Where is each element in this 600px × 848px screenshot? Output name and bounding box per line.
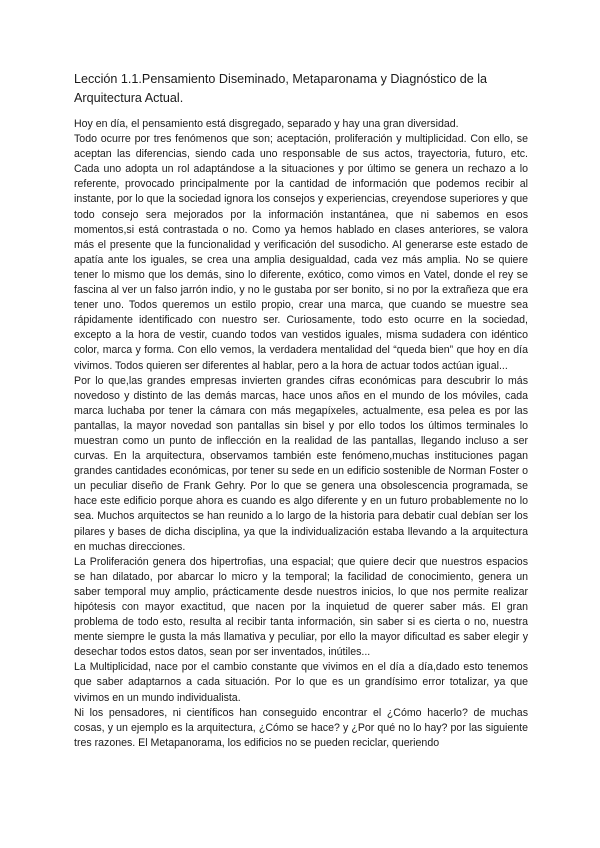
paragraph-multiplicity: La Multiplicidad, nace por el cambio constante que vivimos en el día a día,dado esto tenemos que saber adaptarnos a cada situación. Por lo que es un grandísimo error totalizar, ya que vivimos en un mundo individualista. [74,661,528,704]
paragraph-proliferation: La Proliferación genera dos hipertrofias, una espacial; que quiere decir que nuestros espacios se han dilatado, por abarcar lo micro y la temporal; la facilidad de conocimiento, genera un saber temporal muy amplio, prácticamente desde nuestros inicios, lo que nos permite realizar hipótesis con mayor exactitud, que nacen por la inquietud de querer saber más. El gran problema de todo esto, resulta al recibir tanta información, sin saber si es cierta o no, nuestra mente siempre le gusta la más llamativa y peculiar, por ello la mayor dificultad es saber elegir y desechar todos estos datos, sean por ser inventados, inútiles... [74,555,528,659]
paragraph-intro: Hoy en día, el pensamiento está disgregado, separado y hay una gran diversidad. [74,118,459,130]
paragraph-companies: Por lo que,las grandes empresas invierten grandes cifras económicas para descubrir lo más novedoso y distinto de las demás marcas, hace unos años en el mundo de los móviles, cada marca luchaba por tener la cámara con más megapíxeles, actualmente, esa pelea es por las pantallas, la mayor novedad son pantallas sin bisel y por ello todos los últimos terminales lo muestran como un punto de inflección en la realidad de las pantallas, llegando incluso a ser curvas. En la arquitectura, observamos también este fenómeno,muchas instituciones pagan grandes cantidades económicas, por tener su sede en un edificio sostenible de Norman Foster o un peculiar diseño de Frank Gehry. Por lo que se genera una obsolescencia programada, se hace este edificio porque ahora es cuando es algo diferente y en un futuro probablemente no lo sea. Muchos arquitectos se han reunido a lo largo de la historia para debatir cual debían ser los pilares y bases de dicha disciplina, ya que la individualización estaba llevando a la arquitectura en muchas direcciones. [74,374,528,553]
page-title: Lección 1.1.Pensamiento Diseminado, Metaparonama y Diagnóstico de la Arquitectura Actual. [74,72,488,105]
paragraph-phenomena: Todo ocurre por tres fenómenos que son; aceptación, proliferación y multiplicidad. Con ello, se aceptan las diferencias, siendo cada uno responsable de sus actos, trayectoria, futuro, etc. Cada uno adopta un rol adaptándose a la situaciones y por último se genera un rechazo a lo referente, provocado principalmente por la cantidad de información que podemos recibir al instante, por lo que la sociedad ignora los consejos y experiencias, creyendose superiores y que todo consejo sera mejorados por la información instantánea, que ni sabemos en esos momentos,si está contrastada o no. Como ya hemos hablado en clases anteriores, se valora más el presente que la funcionalidad y verificación del susodicho. Al generarse este estado de apatía ante los iguales, se crea una amplia desigualdad, cada vez más amplia. No se quiere tener lo mismo que los demás, sino lo diferente, exótico, como vimos en Vatel, donde el rey se fascina al ver un falso jarrón indio, y no le gustaba por ser bonito, si no por la extrañeza que era tener uno. Todos queremos un estilo propio, crear una marca, que cuando se muestre sea rápidamente identificado con nuestro ser. Curiosamente, todo esto ocurre en la sociedad, excepto a la hora de vestir, cuando todos van vestidos iguales, misma sudadera con idéntico color, marca y forma. Con ello vemos, la verdadera mentalidad del “queda bien” que hoy en día vivimos. Todos quieren ser diferentes al hablar, pero a la hora de actuar todos actúan igual... [74,133,528,372]
paragraph-metapanorama: Ni los pensadores, ni científicos han conseguido encontrar el ¿Cómo hacerlo? de muchas cosas, y un ejemplo es la arquitectura, ¿Cómo se hace? y ¿Por qué no lo hay? por las siguiente tres razones. El Metapanorama, los edificios no se pueden reciclar, queriendo [74,706,528,749]
document-body [74,117,528,751]
